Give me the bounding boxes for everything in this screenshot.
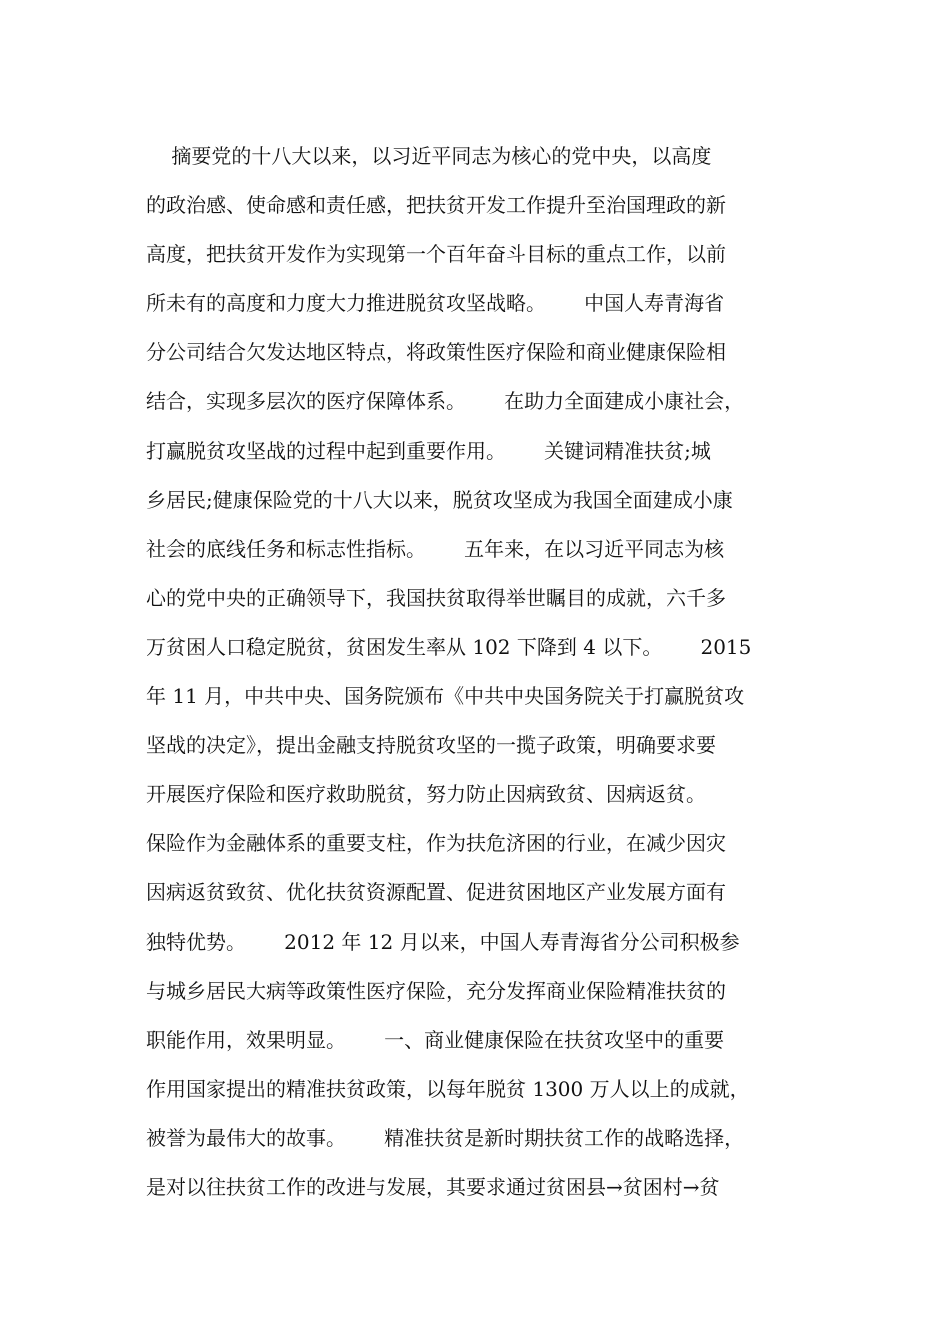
text-line: 与城乡居民大病等政策性医疗保险，充分发挥商业保险精准扶贫的 (146, 978, 726, 1003)
text-line: 高度，把扶贫开发作为实现第一个百年奋斗目标的重点工作，以前 (146, 242, 726, 267)
text-line: 保险作为金融体系的重要支柱，作为扶危济困的行业，在减少因灾 (146, 831, 726, 856)
text-line: 坚战的决定》，提出金融支持脱贫攻坚的一揽子政策，明确要求要 (146, 733, 716, 758)
text-line: 被誉为最伟大的故事。 精准扶贫是新时期扶贫工作的战略选择， (146, 1125, 745, 1150)
text-line: 独特优势。 2012 年 12 月以来，中国人寿青海省分公司积极参 (146, 929, 740, 954)
text-line: 乡居民;健康保险党的十八大以来，脱贫攻坚成为我国全面建成小康 (146, 487, 733, 512)
body-text (146, 132, 826, 1212)
text-line: 开展医疗保险和医疗救助脱贫，努力防止因病致贫、因病返贫。 (146, 782, 706, 807)
text-line: 万贫困人口稳定脱贫，贫困发生率从 102 下降到 4 以下。 2015 (146, 634, 752, 659)
text-line: 所未有的高度和力度大力推进脱贫攻坚战略。 中国人寿青海省 (146, 291, 725, 316)
text-line: 结合，实现多层次的医疗保障体系。 在助力全面建成小康社会， (146, 389, 745, 414)
text-line: 年 11 月，中共中央、国务院颁布《中共中央国务院关于打赢脱贫攻 (146, 684, 745, 709)
text-line: 打赢脱贫攻坚战的过程中起到重要作用。 关键词精准扶贫;城 (146, 438, 711, 463)
text-line: 社会的底线任务和标志性指标。 五年来，在以习近平同志为核 (146, 536, 725, 561)
text-line: 分公司结合欠发达地区特点，将政策性医疗保险和商业健康保险相 (146, 340, 726, 365)
text-line: 心的党中央的正确领导下，我国扶贫取得举世瞩目的成就，六千多 (146, 585, 726, 610)
text-line: 作用国家提出的精准扶贫政策，以每年脱贫 1300 万人以上的成就， (146, 1076, 750, 1101)
text-line: 摘要党的十八大以来，以习近平同志为核心的党中央，以高度 (146, 144, 712, 168)
text-line: 职能作用，效果明显。 一、商业健康保险在扶贫攻坚中的重要 (146, 1027, 725, 1052)
text-line: 因病返贫致贫、优化扶贫资源配置、促进贫困地区产业发展方面有 (146, 880, 726, 905)
text-line: 是对以往扶贫工作的改进与发展，其要求通过贫困县→贫困村→贫 (146, 1174, 720, 1199)
text-line: 的政治感、使命感和责任感，把扶贫开发工作提升至治国理政的新 (146, 193, 726, 218)
